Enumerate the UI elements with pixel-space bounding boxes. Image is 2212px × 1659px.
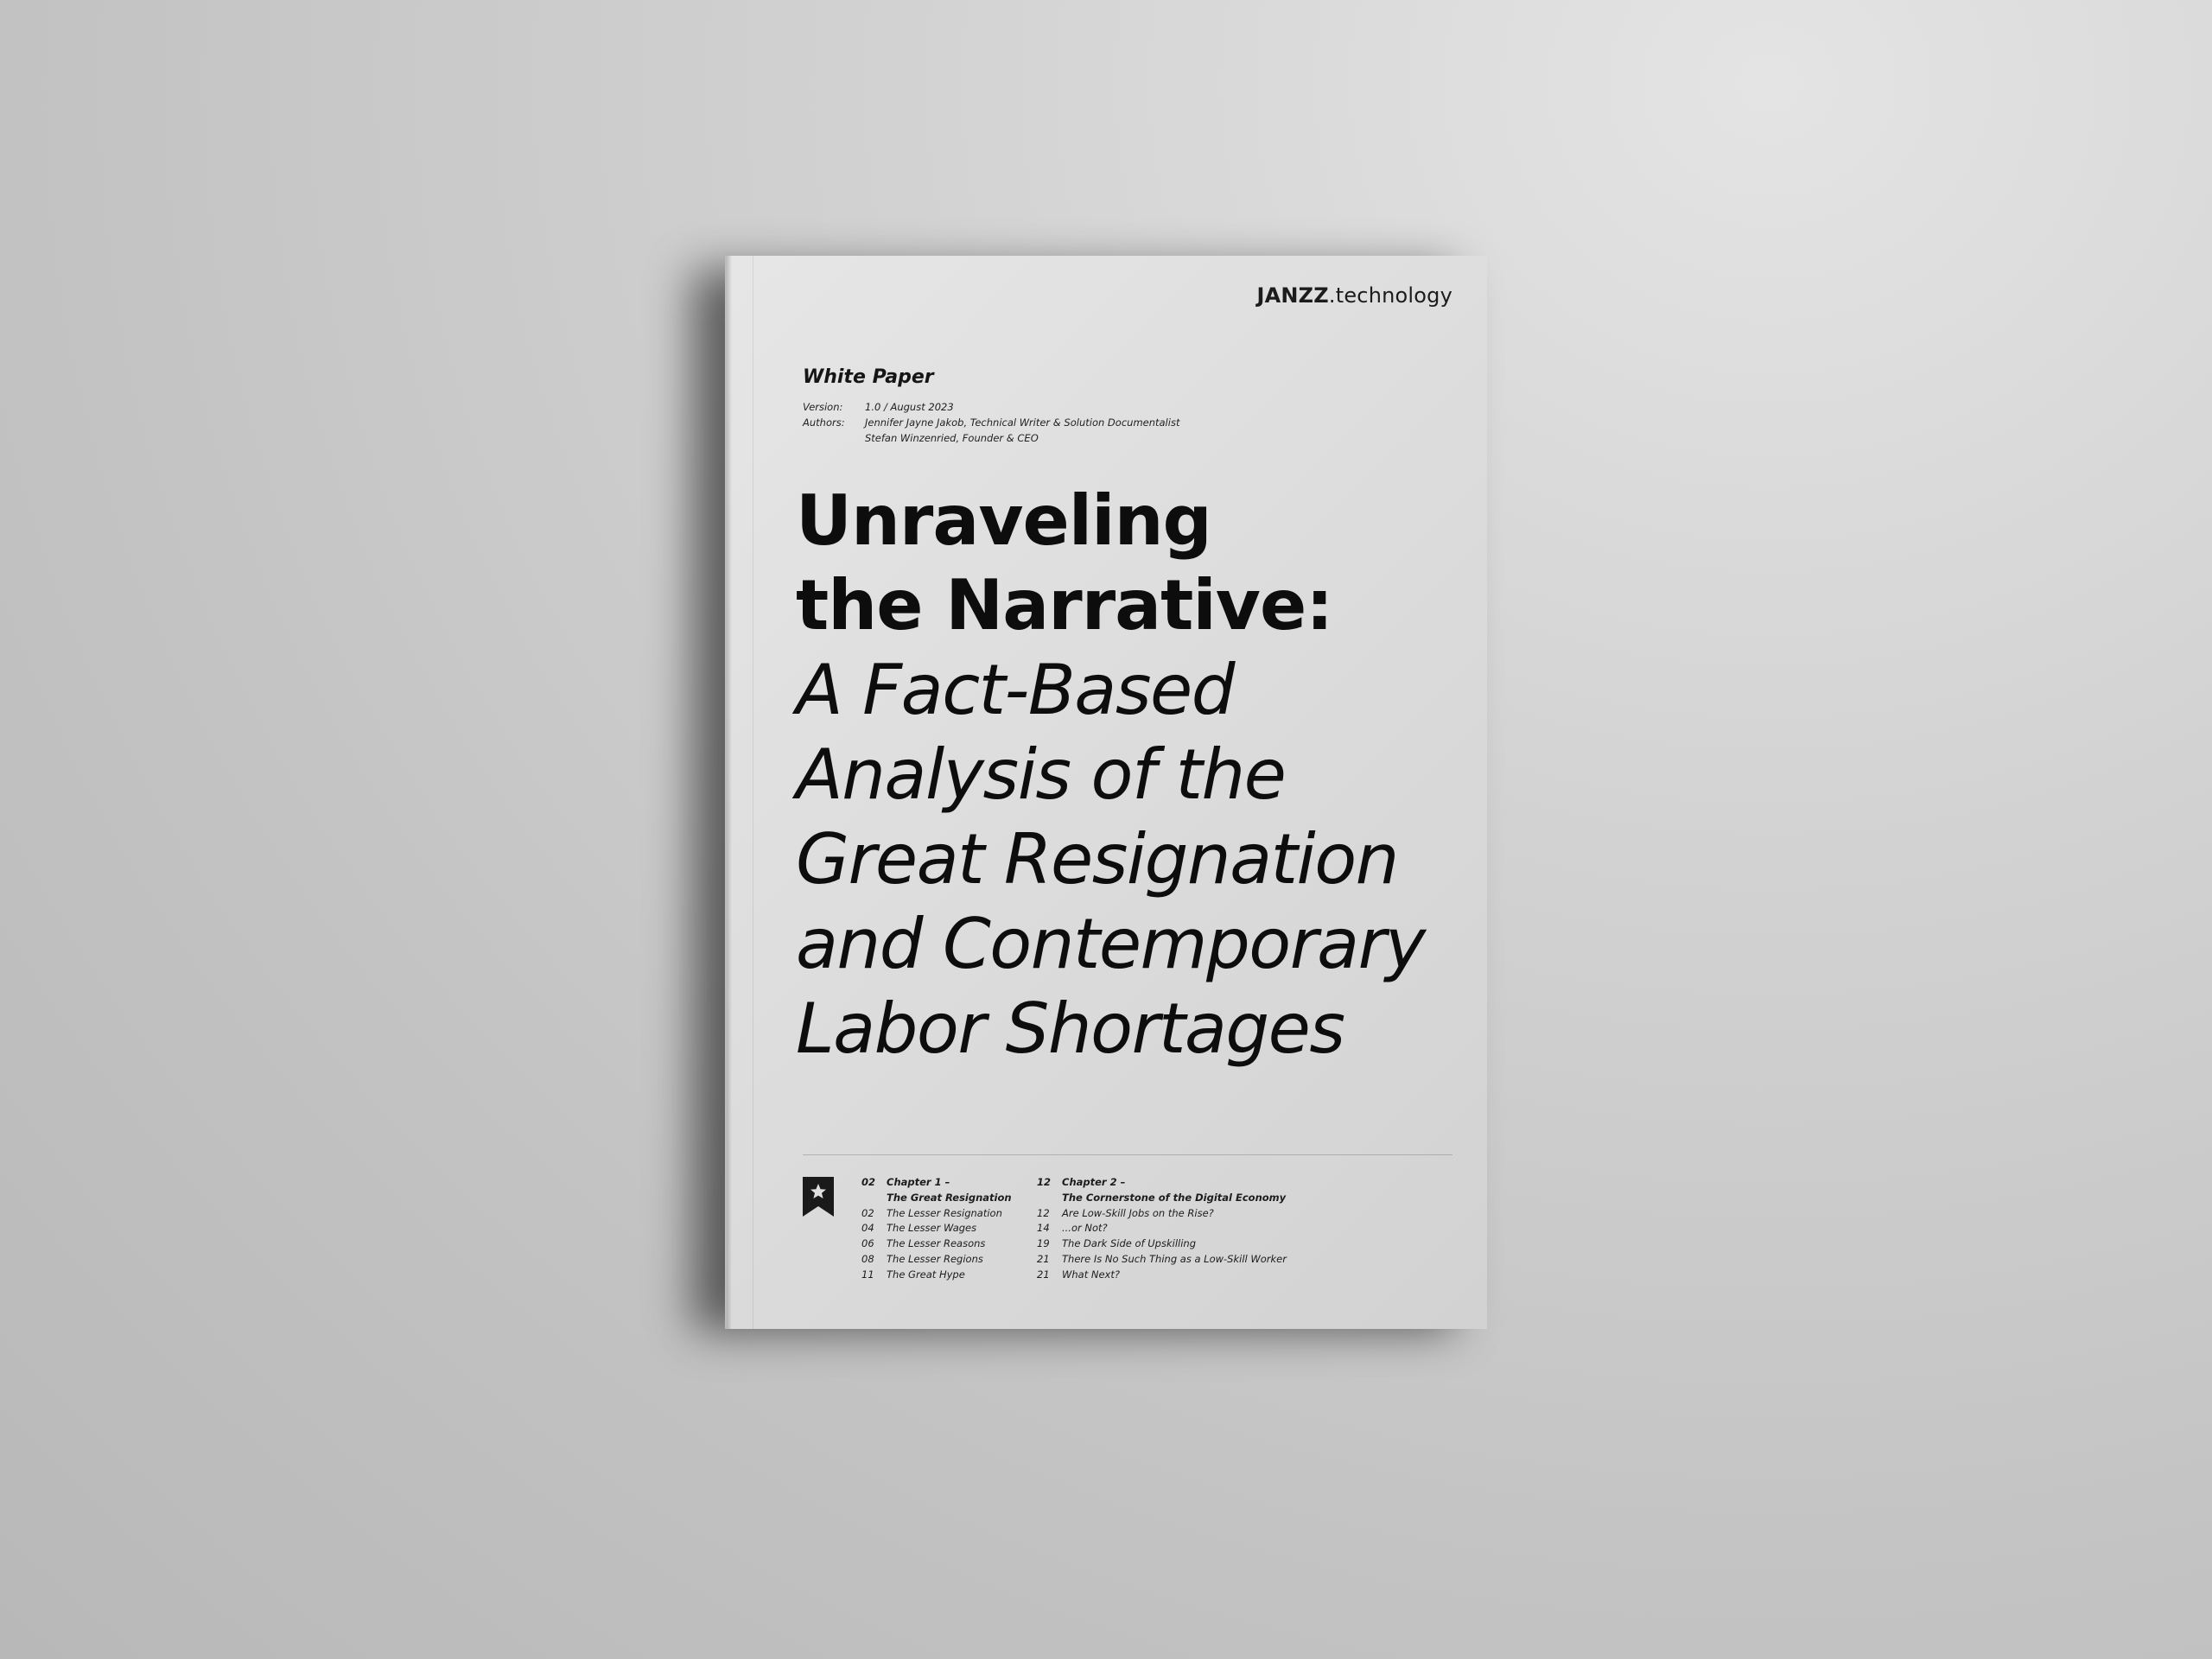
subtitle-line: and Contemporary [796, 904, 1425, 984]
toc-chapter-title: The Cornerstone of the Digital Economy [1062, 1191, 1287, 1204]
toc-page-number: 19 [1037, 1237, 1050, 1250]
subtitle-line: Great Resignation [796, 819, 1398, 899]
toc-item-label: ...or Not? [1062, 1222, 1108, 1235]
authors-row-2 [803, 430, 1179, 446]
spine-shade [727, 256, 732, 1329]
toc-page-number: 12 [1037, 1206, 1050, 1219]
version-label: Version: [803, 401, 843, 413]
toc-item [1037, 1236, 1287, 1252]
toc-page-number: 14 [1037, 1222, 1050, 1235]
toc-page-number: 12 [1037, 1176, 1052, 1188]
toc-chapter-title: Chapter 1 – [887, 1176, 950, 1188]
toc-item-label: There Is No Such Thing as a Low-Skill Worker [1062, 1252, 1287, 1265]
version-row [803, 399, 1179, 415]
subtitle-line: A Fact-Based [796, 650, 1234, 730]
subtitle-line: Analysis of the [796, 734, 1286, 815]
bookmark-star-icon [803, 1177, 834, 1217]
toc-page-number: 04 [861, 1222, 874, 1235]
version-value: 1.0 / August 2023 [865, 401, 954, 413]
toc-item-label: The Great Hype [887, 1268, 965, 1281]
toc-chapter-heading [861, 1191, 1012, 1206]
toc-item [861, 1236, 1012, 1252]
toc-item-label: What Next? [1062, 1268, 1120, 1281]
toc-item [861, 1252, 1012, 1268]
toc-item-label: The Lesser Wages [887, 1222, 977, 1235]
janzz-logo [1256, 283, 1452, 308]
toc-chapter-title: Chapter 2 – [1062, 1176, 1126, 1188]
toc-chapter-heading [1037, 1175, 1287, 1191]
toc-chapter-1 [861, 1175, 1012, 1283]
toc-chapter-heading [1037, 1191, 1287, 1206]
logo-brand: JANZZ [1256, 283, 1329, 308]
document-type: White Paper [803, 366, 934, 388]
toc-item [1037, 1252, 1287, 1268]
toc-item-label: The Lesser Reasons [887, 1237, 986, 1250]
toc-item-label: The Dark Side of Upskilling [1062, 1237, 1196, 1250]
toc-chapter-heading [861, 1175, 1012, 1191]
logo-suffix: .technology [1328, 283, 1452, 308]
toc-page-number: 11 [861, 1268, 874, 1281]
toc-page-number: 08 [861, 1252, 874, 1265]
toc-item-label: The Lesser Regions [887, 1252, 983, 1265]
toc-page-number: 21 [1037, 1268, 1050, 1281]
toc-chapter-2 [1037, 1175, 1287, 1283]
author-name: Jennifer Jayne Jakob, Technical Writer & Solution Documentalist [865, 416, 1180, 429]
authors-label: Authors: [803, 416, 845, 429]
toc-item [1037, 1268, 1287, 1283]
toc-page-number: 02 [861, 1206, 874, 1219]
toc-item [1037, 1206, 1287, 1222]
toc-item [861, 1206, 1012, 1222]
cover-title [796, 479, 1425, 1071]
author-name: Stefan Winzenried, Founder & CEO [865, 432, 1039, 444]
authors-row [803, 415, 1179, 430]
toc-item [1037, 1221, 1287, 1236]
toc-chapter-title: The Great Resignation [887, 1191, 1012, 1204]
title-line: the Narrative: [796, 565, 1333, 645]
title-line: Unraveling [796, 480, 1211, 561]
toc-page-number: 21 [1037, 1252, 1050, 1265]
divider [803, 1154, 1452, 1155]
white-paper-cover [727, 256, 1487, 1329]
toc-page-number: 02 [861, 1176, 876, 1188]
toc-item [861, 1268, 1012, 1283]
toc-item-label: The Lesser Resignation [887, 1206, 1002, 1219]
subtitle-line: Labor Shortages [796, 988, 1344, 1069]
toc-item [861, 1221, 1012, 1236]
document-meta [803, 399, 1179, 446]
toc-item-label: Are Low-Skill Jobs on the Rise? [1062, 1206, 1214, 1219]
toc-page-number: 06 [861, 1237, 874, 1250]
